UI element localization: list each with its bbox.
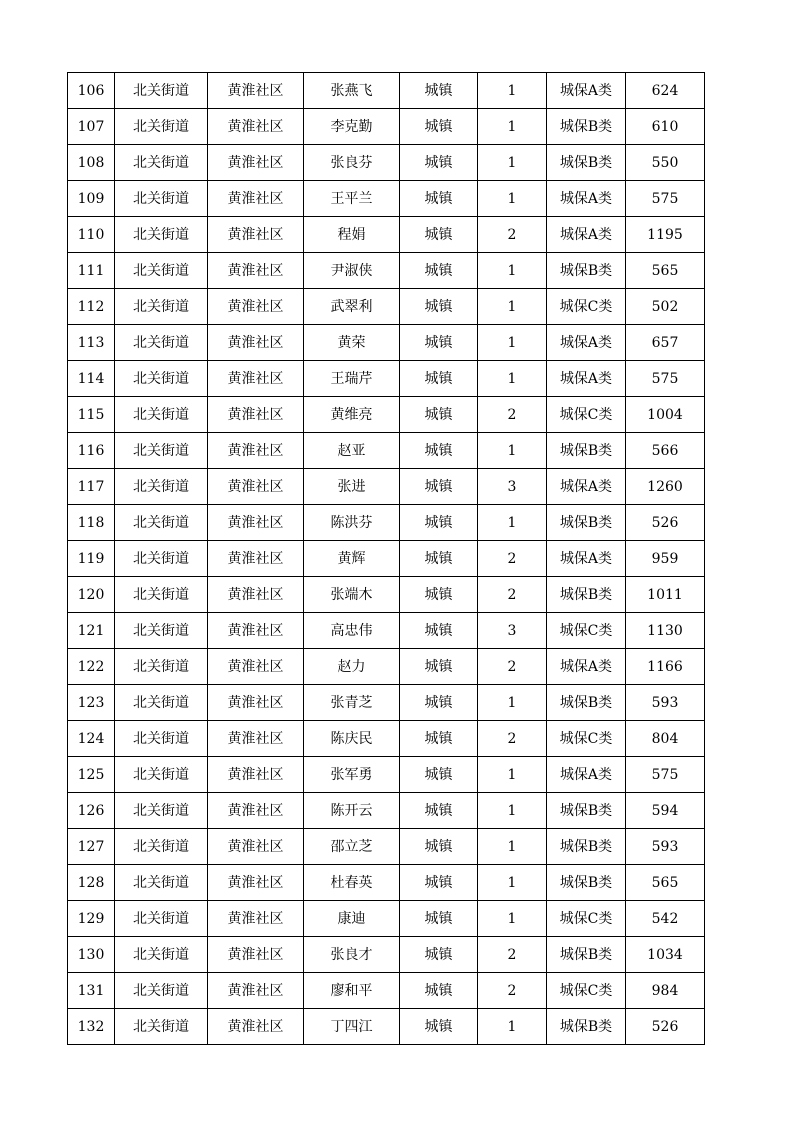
cell-name: 赵力 [304,649,400,685]
cell-area-type: 城镇 [400,181,478,217]
cell-household-size: 1 [478,901,547,937]
cell-household-size: 2 [478,937,547,973]
cell-area-type: 城镇 [400,541,478,577]
cell-area-type: 城镇 [400,577,478,613]
cell-household-size: 2 [478,541,547,577]
cell-street: 北关街道 [115,361,208,397]
cell-area-type: 城镇 [400,361,478,397]
cell-community: 黄淮社区 [208,253,304,289]
cell-serial-number: 130 [68,937,115,973]
cell-street: 北关街道 [115,613,208,649]
cell-serial-number: 112 [68,289,115,325]
cell-name: 王平兰 [304,181,400,217]
cell-household-size: 1 [478,1009,547,1045]
cell-name: 黄荣 [304,325,400,361]
cell-street: 北关街道 [115,721,208,757]
cell-amount: 593 [626,829,705,865]
cell-street: 北关街道 [115,685,208,721]
cell-community: 黄淮社区 [208,685,304,721]
cell-amount: 526 [626,1009,705,1045]
cell-area-type: 城镇 [400,865,478,901]
cell-household-size: 1 [478,829,547,865]
cell-category: 城保A类 [547,361,626,397]
cell-area-type: 城镇 [400,433,478,469]
cell-category: 城保B类 [547,145,626,181]
cell-community: 黄淮社区 [208,217,304,253]
cell-name: 张良芬 [304,145,400,181]
cell-household-size: 1 [478,757,547,793]
cell-area-type: 城镇 [400,469,478,505]
cell-name: 杜春英 [304,865,400,901]
table-row [68,505,705,541]
cell-household-size: 1 [478,109,547,145]
table-row [68,757,705,793]
cell-community: 黄淮社区 [208,325,304,361]
cell-serial-number: 126 [68,793,115,829]
cell-area-type: 城镇 [400,757,478,793]
roster-body [68,73,705,1045]
cell-name: 黄维亮 [304,397,400,433]
cell-community: 黄淮社区 [208,433,304,469]
cell-name: 高忠伟 [304,613,400,649]
table-row [68,793,705,829]
cell-amount: 1260 [626,469,705,505]
cell-community: 黄淮社区 [208,181,304,217]
table-row [68,217,705,253]
cell-category: 城保A类 [547,73,626,109]
cell-category: 城保C类 [547,289,626,325]
cell-amount: 959 [626,541,705,577]
cell-serial-number: 113 [68,325,115,361]
cell-category: 城保B类 [547,433,626,469]
cell-amount: 1130 [626,613,705,649]
table-row [68,901,705,937]
cell-community: 黄淮社区 [208,397,304,433]
cell-serial-number: 120 [68,577,115,613]
cell-category: 城保A类 [547,325,626,361]
table-row [68,433,705,469]
table-row [68,1009,705,1045]
cell-household-size: 2 [478,721,547,757]
cell-serial-number: 117 [68,469,115,505]
cell-household-size: 1 [478,73,547,109]
cell-name: 程娟 [304,217,400,253]
cell-serial-number: 108 [68,145,115,181]
table-row [68,865,705,901]
cell-street: 北关街道 [115,973,208,1009]
cell-area-type: 城镇 [400,685,478,721]
cell-name: 陈洪芬 [304,505,400,541]
table-row [68,973,705,1009]
cell-name: 张燕飞 [304,73,400,109]
cell-amount: 575 [626,757,705,793]
table-row [68,361,705,397]
cell-community: 黄淮社区 [208,757,304,793]
cell-community: 黄淮社区 [208,973,304,1009]
roster-table [67,72,705,1045]
table-row [68,541,705,577]
cell-amount: 1011 [626,577,705,613]
cell-name: 武翠利 [304,289,400,325]
cell-community: 黄淮社区 [208,361,304,397]
cell-household-size: 1 [478,793,547,829]
cell-street: 北关街道 [115,433,208,469]
cell-category: 城保B类 [547,1009,626,1045]
cell-area-type: 城镇 [400,793,478,829]
cell-area-type: 城镇 [400,505,478,541]
cell-household-size: 1 [478,505,547,541]
cell-street: 北关街道 [115,829,208,865]
cell-household-size: 1 [478,361,547,397]
cell-household-size: 2 [478,217,547,253]
table-row [68,397,705,433]
cell-community: 黄淮社区 [208,901,304,937]
table-row [68,109,705,145]
table-row [68,937,705,973]
cell-area-type: 城镇 [400,973,478,1009]
cell-name: 赵亚 [304,433,400,469]
cell-amount: 526 [626,505,705,541]
cell-amount: 804 [626,721,705,757]
cell-street: 北关街道 [115,181,208,217]
cell-street: 北关街道 [115,217,208,253]
cell-amount: 565 [626,253,705,289]
cell-street: 北关街道 [115,937,208,973]
cell-household-size: 1 [478,325,547,361]
cell-category: 城保B类 [547,865,626,901]
cell-name: 廖和平 [304,973,400,1009]
cell-area-type: 城镇 [400,325,478,361]
cell-street: 北关街道 [115,757,208,793]
cell-community: 黄淮社区 [208,649,304,685]
cell-name: 张端木 [304,577,400,613]
cell-street: 北关街道 [115,505,208,541]
cell-amount: 565 [626,865,705,901]
cell-category: 城保C类 [547,721,626,757]
cell-street: 北关街道 [115,1009,208,1045]
cell-category: 城保C类 [547,613,626,649]
cell-name: 康迪 [304,901,400,937]
cell-category: 城保C类 [547,901,626,937]
cell-area-type: 城镇 [400,721,478,757]
cell-serial-number: 123 [68,685,115,721]
cell-community: 黄淮社区 [208,937,304,973]
table-row [68,73,705,109]
cell-serial-number: 109 [68,181,115,217]
cell-name: 丁四江 [304,1009,400,1045]
cell-area-type: 城镇 [400,73,478,109]
cell-street: 北关街道 [115,397,208,433]
cell-category: 城保B类 [547,685,626,721]
cell-category: 城保A类 [547,649,626,685]
cell-name: 张良才 [304,937,400,973]
cell-serial-number: 122 [68,649,115,685]
cell-amount: 593 [626,685,705,721]
cell-serial-number: 111 [68,253,115,289]
cell-serial-number: 106 [68,73,115,109]
cell-household-size: 1 [478,685,547,721]
cell-street: 北关街道 [115,901,208,937]
cell-area-type: 城镇 [400,901,478,937]
cell-area-type: 城镇 [400,217,478,253]
cell-street: 北关街道 [115,325,208,361]
cell-street: 北关街道 [115,289,208,325]
cell-name: 王瑞芹 [304,361,400,397]
cell-serial-number: 107 [68,109,115,145]
cell-serial-number: 132 [68,1009,115,1045]
cell-area-type: 城镇 [400,109,478,145]
cell-household-size: 1 [478,253,547,289]
cell-name: 邵立芝 [304,829,400,865]
cell-category: 城保A类 [547,757,626,793]
cell-community: 黄淮社区 [208,865,304,901]
cell-household-size: 1 [478,433,547,469]
cell-household-size: 1 [478,145,547,181]
cell-household-size: 3 [478,469,547,505]
cell-amount: 1034 [626,937,705,973]
cell-community: 黄淮社区 [208,145,304,181]
cell-serial-number: 128 [68,865,115,901]
cell-serial-number: 110 [68,217,115,253]
cell-household-size: 2 [478,577,547,613]
cell-community: 黄淮社区 [208,505,304,541]
cell-street: 北关街道 [115,73,208,109]
table-row [68,685,705,721]
cell-amount: 566 [626,433,705,469]
cell-serial-number: 119 [68,541,115,577]
cell-area-type: 城镇 [400,397,478,433]
cell-street: 北关街道 [115,109,208,145]
table-row [68,829,705,865]
cell-area-type: 城镇 [400,253,478,289]
cell-name: 陈庆民 [304,721,400,757]
cell-amount: 610 [626,109,705,145]
cell-street: 北关街道 [115,577,208,613]
cell-street: 北关街道 [115,145,208,181]
cell-amount: 550 [626,145,705,181]
cell-household-size: 2 [478,649,547,685]
cell-community: 黄淮社区 [208,469,304,505]
table-row [68,289,705,325]
cell-category: 城保A类 [547,541,626,577]
cell-category: 城保B类 [547,937,626,973]
cell-name: 陈开云 [304,793,400,829]
cell-household-size: 1 [478,289,547,325]
cell-area-type: 城镇 [400,1009,478,1045]
cell-name: 李克勤 [304,109,400,145]
cell-amount: 502 [626,289,705,325]
cell-area-type: 城镇 [400,613,478,649]
cell-amount: 575 [626,181,705,217]
cell-street: 北关街道 [115,253,208,289]
cell-serial-number: 124 [68,721,115,757]
cell-category: 城保B类 [547,109,626,145]
cell-category: 城保B类 [547,793,626,829]
cell-street: 北关街道 [115,541,208,577]
cell-category: 城保A类 [547,469,626,505]
cell-community: 黄淮社区 [208,793,304,829]
cell-area-type: 城镇 [400,145,478,181]
cell-household-size: 1 [478,865,547,901]
cell-amount: 1166 [626,649,705,685]
cell-serial-number: 118 [68,505,115,541]
cell-amount: 1004 [626,397,705,433]
cell-community: 黄淮社区 [208,1009,304,1045]
cell-household-size: 3 [478,613,547,649]
cell-name: 尹淑侠 [304,253,400,289]
cell-category: 城保A类 [547,217,626,253]
table-row [68,145,705,181]
cell-serial-number: 121 [68,613,115,649]
cell-community: 黄淮社区 [208,721,304,757]
cell-household-size: 1 [478,181,547,217]
cell-street: 北关街道 [115,469,208,505]
table-row [68,469,705,505]
cell-area-type: 城镇 [400,937,478,973]
cell-category: 城保B类 [547,829,626,865]
cell-name: 张青芝 [304,685,400,721]
cell-street: 北关街道 [115,793,208,829]
cell-serial-number: 115 [68,397,115,433]
cell-category: 城保C类 [547,397,626,433]
table-row [68,649,705,685]
table-row [68,325,705,361]
cell-name: 张进 [304,469,400,505]
cell-street: 北关街道 [115,649,208,685]
cell-area-type: 城镇 [400,649,478,685]
table-row [68,721,705,757]
cell-serial-number: 114 [68,361,115,397]
cell-category: 城保B类 [547,577,626,613]
cell-community: 黄淮社区 [208,577,304,613]
cell-serial-number: 125 [68,757,115,793]
cell-category: 城保B类 [547,253,626,289]
cell-amount: 575 [626,361,705,397]
cell-serial-number: 129 [68,901,115,937]
cell-amount: 542 [626,901,705,937]
cell-community: 黄淮社区 [208,73,304,109]
cell-amount: 594 [626,793,705,829]
cell-serial-number: 127 [68,829,115,865]
cell-category: 城保C类 [547,973,626,1009]
cell-street: 北关街道 [115,865,208,901]
cell-serial-number: 116 [68,433,115,469]
cell-amount: 657 [626,325,705,361]
cell-amount: 624 [626,73,705,109]
cell-community: 黄淮社区 [208,829,304,865]
table-row [68,577,705,613]
cell-area-type: 城镇 [400,289,478,325]
table-row [68,613,705,649]
cell-community: 黄淮社区 [208,613,304,649]
cell-category: 城保B类 [547,505,626,541]
cell-community: 黄淮社区 [208,541,304,577]
cell-area-type: 城镇 [400,829,478,865]
table-row [68,253,705,289]
cell-community: 黄淮社区 [208,109,304,145]
cell-household-size: 2 [478,397,547,433]
cell-category: 城保A类 [547,181,626,217]
table-row [68,181,705,217]
cell-name: 黄辉 [304,541,400,577]
cell-name: 张军勇 [304,757,400,793]
cell-amount: 984 [626,973,705,1009]
cell-community: 黄淮社区 [208,289,304,325]
cell-household-size: 2 [478,973,547,1009]
cell-serial-number: 131 [68,973,115,1009]
cell-amount: 1195 [626,217,705,253]
